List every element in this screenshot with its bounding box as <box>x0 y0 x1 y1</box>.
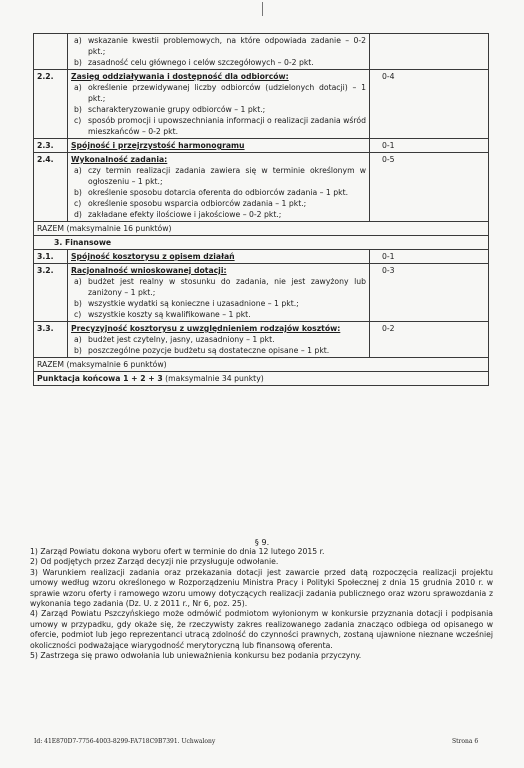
criterion-item <box>71 276 366 298</box>
criterion-item <box>71 115 366 137</box>
item-text: scharakteryzowanie grupy odbiorców – 1 pkt.; <box>88 105 266 114</box>
criterion-description <box>68 70 370 139</box>
section-title: § 9. <box>254 537 270 547</box>
table-row <box>34 322 489 358</box>
criterion-points: 0-1 <box>370 250 489 264</box>
criterion-item <box>71 209 366 220</box>
item-text: określenie sposobu wsparcia odbiorców zadania – 1 pkt.; <box>88 199 307 208</box>
table-row <box>34 222 489 236</box>
item-text: poszczególne pozycje budżetu są dostateczne opisane – 1 pkt. <box>88 346 330 355</box>
item-text: określenie sposobu dotarcia oferenta do odbiorców zadania – 1 pkt. <box>88 188 349 197</box>
table-row <box>34 153 489 222</box>
criterion-item <box>71 309 366 320</box>
criterion-points: 0-4 <box>370 70 489 139</box>
item-letter: b) <box>74 346 82 355</box>
criterion-description <box>68 322 370 358</box>
criterion-title: Wykonalność zadania: <box>71 155 168 164</box>
criterion-number: 2.4. <box>34 153 68 222</box>
table-row <box>34 264 489 322</box>
criterion-item <box>71 35 366 57</box>
item-text: czy termin realizacji zadania zawiera się w terminie określonym w ogłoszeniu – 1 pkt.; <box>88 166 366 186</box>
table-row <box>34 236 489 250</box>
table-row <box>34 372 489 386</box>
criterion-title: Racjonalność wnioskowanej dotacji: <box>71 266 227 275</box>
criterion-points: 0-3 <box>370 264 489 322</box>
criterion-number: 3.1. <box>34 250 68 264</box>
criterion-number: 2.2. <box>34 70 68 139</box>
criterion-title: Precyzyjność kosztorysu z uwzględnieniem rodzajów kosztów: <box>71 324 341 333</box>
item-text: wszystkie wydatki są konieczne i uzasadnione – 1 pkt.; <box>88 299 299 308</box>
item-letter: b) <box>74 58 82 67</box>
item-text: określenie przewidywanej liczby odbiorców (udzielonych dotacji) – 1 pkt.; <box>88 83 366 103</box>
criterion-title: Spójność i przejrzystość harmonogramu <box>71 141 245 150</box>
final-score-cell <box>34 372 489 386</box>
final-score-label: Punktacja końcowa 1 + 2 + 3 <box>37 374 163 383</box>
criterion-item <box>71 198 366 209</box>
item-letter: c) <box>74 310 82 319</box>
table-row <box>34 70 489 139</box>
criterion-description <box>68 139 370 153</box>
item-letter: a) <box>74 335 82 344</box>
paragraph-list <box>30 547 493 661</box>
table-row <box>34 250 489 264</box>
item-text: sposób promocji i upowszechniania informacji o realizacji zadania wśród mieszkańców – 0-2 pkt. <box>88 116 366 136</box>
criterion-description <box>68 153 370 222</box>
item-text: wskazanie kwestii problemowych, na które odpowiada zadanie – 0-2 pkt.; <box>88 36 366 56</box>
criterion-points: 0-2 <box>370 322 489 358</box>
item-letter: a) <box>74 83 82 92</box>
criterion-number: 3.3. <box>34 322 68 358</box>
criterion-description <box>68 250 370 264</box>
item-text: budżet jest realny w stosunku do zadania, nie jest zawyżony lub zaniżony – 1 pkt.; <box>88 277 366 297</box>
paragraph-4: 4) Zarząd Powiatu Pszczyńskiego może odmówić podmiotom wyłonionym w konkursie przyznania dotacji i podpisania umowy w przypadku, gdy okaże się, że rzeczywisty zakres realizowanego zadania znacząco odbiega od opisanego w ofercie, podmiot lub jego reprezentanci utracą zdolność do czynności prawnych, zostaną ujawnione nieznane wcześniej okoliczności podważające wiarygodność merytoryczną lub finansową oferenta. <box>30 609 493 650</box>
criterion-title: Spójność kosztorysu z opisem działań <box>71 252 235 261</box>
criterion-number: 2.3. <box>34 139 68 153</box>
summary-cell: RAZEM (maksymalnie 16 punktów) <box>34 222 489 236</box>
criterion-number <box>34 34 68 70</box>
summary-cell: RAZEM (maksymalnie 6 punktów) <box>34 358 489 372</box>
item-letter: a) <box>74 36 82 45</box>
item-letter: c) <box>74 116 82 125</box>
item-letter: a) <box>74 277 82 286</box>
criterion-number: 3.2. <box>34 264 68 322</box>
item-letter: b) <box>74 299 82 308</box>
criteria-table <box>33 33 489 386</box>
criterion-item <box>71 82 366 104</box>
criterion-item <box>71 165 366 187</box>
criterion-item <box>71 57 366 68</box>
criterion-title: Zasięg oddziaływania i dostępność dla odbiorców: <box>71 72 289 81</box>
paragraph-3: 3) Warunkiem realizacji zadania oraz przekazania dotacji jest zawarcie przed datą rozpoczęcia realizacji projektu umowy według wzoru określonego w Rozporządzeniu Ministra Pracy i Polityki Społecznej z dnia 15 grudnia 2010 r. w sprawie wzoru oferty i ramowego wzoru umowy dotyczących realizacji zadania publicznego oraz wzoru sprawozdania z wykonania tego zadania (Dz. U. z 2011 r., Nr 6, poz. 25). <box>30 567 493 609</box>
item-text: zasadność celu głównego i celów szczegółowych – 0-2 pkt. <box>88 58 314 67</box>
item-letter: b) <box>74 105 82 114</box>
paragraph-1: 1) Zarząd Powiatu dokona wyboru ofert w terminie do dnia 12 lutego 2015 r. <box>30 547 325 556</box>
paragraph-2: 2) Od podjętych przez Zarząd decyzji nie przysługuje odwołanie. <box>30 557 279 567</box>
criterion-item <box>71 345 366 356</box>
criterion-points: 0-1 <box>370 139 489 153</box>
item-letter: d) <box>74 210 82 219</box>
item-letter: b) <box>74 188 82 197</box>
item-text: wszystkie koszty są kwalifikowane – 1 pkt. <box>88 310 251 319</box>
item-letter: a) <box>74 166 82 175</box>
document-id: Id: 41E870D7-7756-4003-8299-FA718C9B7391. Uchwalony <box>34 738 216 745</box>
criterion-item <box>71 298 366 309</box>
item-letter: c) <box>74 199 82 208</box>
section-heading: 3. Finansowe <box>34 236 489 250</box>
table-row <box>34 358 489 372</box>
criterion-points <box>370 34 489 70</box>
criterion-item <box>71 104 366 115</box>
page-number: Strona 6 <box>452 738 479 745</box>
item-text: budżet jest czytelny, jasny, uzasadniony – 1 pkt. <box>88 335 275 344</box>
criterion-points: 0-5 <box>370 153 489 222</box>
final-score-note: (maksymalnie 34 punkty) <box>162 374 264 383</box>
table-row <box>34 139 489 153</box>
criterion-description <box>68 264 370 322</box>
criterion-description <box>68 34 370 70</box>
item-text: zakładane efekty ilościowe i jakościowe – 0-2 pkt.; <box>88 210 282 219</box>
table-row <box>34 34 489 70</box>
margin-mark <box>262 2 263 16</box>
paragraph-5: 5) Zastrzega się prawo odwołania lub unieważnienia konkursu bez podania przyczyny. <box>30 651 362 661</box>
criterion-item <box>71 334 366 345</box>
criterion-item <box>71 187 366 198</box>
